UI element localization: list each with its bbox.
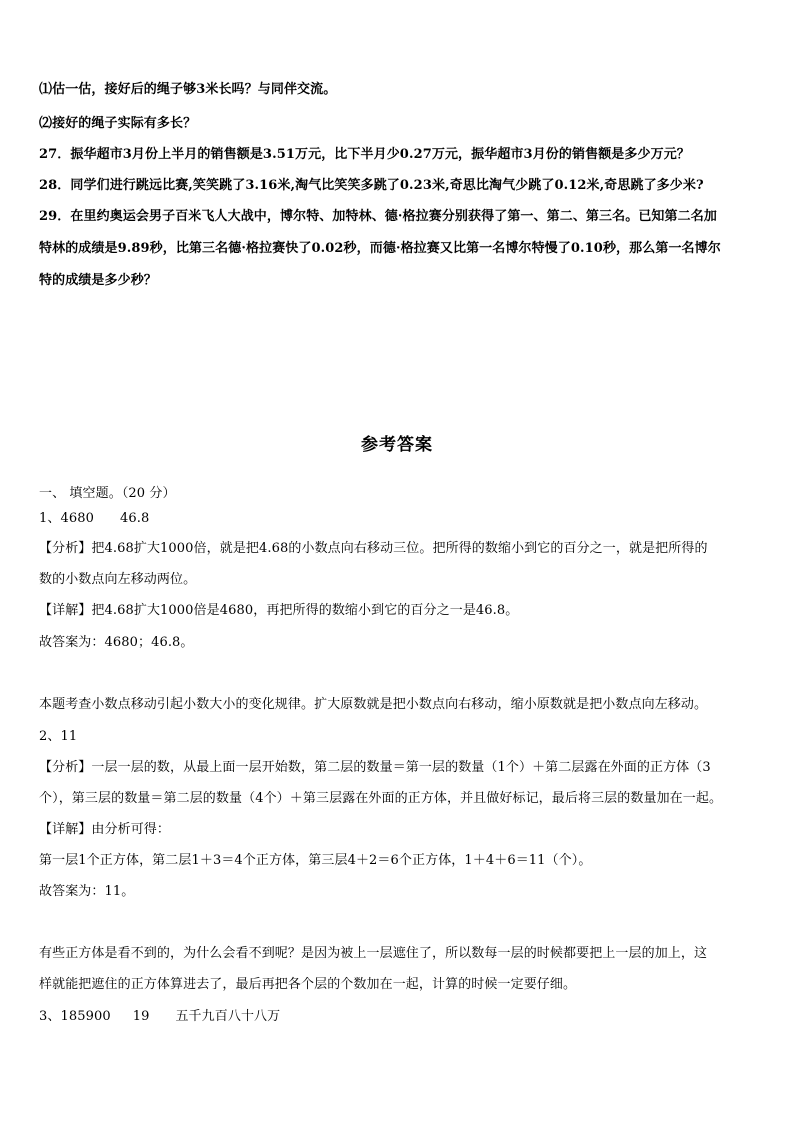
answer-2-detail: 【详解】由分析可得： <box>39 822 171 837</box>
answer-2-analysis-line-2: 个），第三层的数量＝第二层的数量（4个）＋第三层露在外面的正方体，并且做好标记，最后将三层的数量加在一起。 <box>39 791 723 806</box>
answer-2-note-line-1: 有些正方体是看不到的，为什么会看不到呢？是因为被上一层遮住了，所以数每一层的时候都要把上一层的加上，这 <box>39 946 708 961</box>
answer-1-analysis-line-1: 【分析】把4.68扩大1000倍，就是把4.68的小数点向右移动三位。把所得的数缩小到它的百分之一，就是把所得的 <box>39 541 708 556</box>
answer-2-final: 故答案为：11。 <box>39 884 135 899</box>
answer-2-heading: 2、11 <box>39 729 78 744</box>
question-29-line-1: 29．在里约奥运会男子百米飞人大战中，博尔特、加特林、德·格拉赛分别获得了第一、第二、第三名。已知第二名加 <box>39 209 717 224</box>
question-28: 28．同学们进行跳远比赛,笑笑跳了3.16米,淘气比笑笑多跳了0.23米,奇思比淘气少跳了0.12米,奇思跳了多少米? <box>39 178 704 193</box>
question-27: 27．振华超市3月份上半月的销售额是3.51万元，比下半月少0.27万元，振华超市3月份的销售额是多少万元？ <box>39 147 690 162</box>
answer-1-final: 故答案为：4680；46.8。 <box>39 635 194 650</box>
section-1-heading: 一、 填空题。（20 分） <box>39 486 176 501</box>
answers-title: 参考答案 <box>361 435 433 455</box>
answer-1-heading <box>39 510 758 528</box>
answer-3-value-2: 19 <box>132 1009 150 1024</box>
answer-1-detail: 【详解】把4.68扩大1000倍是4680，再把所得的数缩小到它的百分之一是46.8。 <box>39 603 519 618</box>
answer-2-calculation: 第一层1个正方体，第二层1＋3＝4个正方体，第三层4＋2＝6个正方体，1＋4＋6＝11（个）。 <box>39 853 592 868</box>
answer-3-number: 3、185900 <box>39 1009 111 1024</box>
answer-2-analysis-line-1: 【分析】一层一层的数，从最上面一层开始数，第二层的数量＝第一层的数量（1个）＋第二层露在外面的正方体（3 <box>39 760 711 775</box>
question-29-line-3: 特的成绩是多少秒？ <box>39 273 157 288</box>
answer-3-value-3: 五千九百八十八万 <box>175 1009 281 1024</box>
answer-1-note: 本题考查小数点移动引起小数大小的变化规律。扩大原数就是把小数点向右移动，缩小原数就是把小数点向左移动。 <box>39 697 708 712</box>
answer-3-heading <box>39 1008 758 1026</box>
answer-1-value-2: 46.8 <box>119 511 150 526</box>
question-26-part-1: ⑴估一估，接好后的绳子够3米长吗？与同伴交流。 <box>39 82 337 97</box>
question-29-line-2: 特林的成绩是9.89秒，比第三名德·格拉赛快了0.02秒，而德·格拉赛又比第一名博尔特慢了0.10秒，那么第一名博尔 <box>39 241 721 256</box>
answer-1-analysis-line-2: 数的小数点向左移动两位。 <box>39 572 197 587</box>
answer-2-note-line-2: 样就能把遮住的正方体算进去了，最后再把各个层的个数加在一起，计算的时候一定要仔细。 <box>39 977 577 992</box>
question-26-part-2: ⑵接好的绳子实际有多长？ <box>39 116 197 131</box>
answer-1-number: 1、4680 <box>39 511 94 526</box>
